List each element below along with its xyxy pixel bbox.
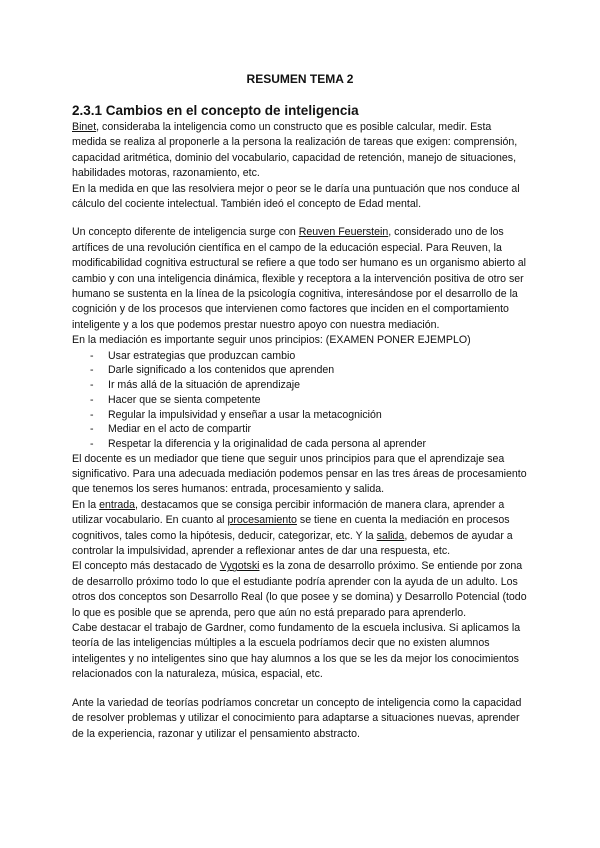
text-run: , debemos de ayudar a controlar la impulsividad, aprender a reflexionar antes de dar una respuesta, etc. xyxy=(72,529,513,558)
paragraph-gardner: Cabe destacar el trabajo de Gardner, como fundamento de la escuela inclusiva. Si aplicamos la teoría de las inteligencias múltiples a la escuela podríamos decir que no existen alumnos inteligentes y no inteligentes sino que hay alumnos a los que se les da mejor los conocimientos relacionados con la naturaleza, música, espacial, etc. xyxy=(72,622,521,681)
paragraph-binet xyxy=(72,120,528,182)
spacer xyxy=(72,683,528,696)
paragraph-feuerstein xyxy=(72,225,528,333)
link-procesamiento[interactable]: procesamiento xyxy=(227,514,297,527)
text-run: El concepto más destacado de xyxy=(72,560,220,573)
list-item: - Usar estrategias que produzcan cambio xyxy=(90,349,528,364)
list-item: - Darle significado a los contenidos que aprenden xyxy=(90,363,528,378)
link-vygotski[interactable]: Vygotski xyxy=(219,560,260,573)
text-run: es la zona de desarrollo próximo. Se entiende por zona de desarrollo próximo todo lo que el estudiante podría aprender con la ayuda de un adulto. Los otros dos conceptos son Desarrollo Real (lo que posee y se domina) y Desarrollo Potencial (todo lo que es posible que se aprenda, pero que aún no está preparado para aprenderlo. xyxy=(72,560,527,619)
principles-list xyxy=(72,349,528,452)
list-item: - Mediar en el acto de compartir xyxy=(90,422,528,437)
text-run: En la xyxy=(72,498,100,511)
paragraph-vygotski xyxy=(72,559,528,621)
list-item: - Regular la impulsividad y enseñar a usar la metacognición xyxy=(90,408,528,423)
link-binet[interactable]: Binet xyxy=(72,121,97,133)
paragraph-cociente: En la medida en que las resolviera mejor o peor se le daría una puntuación que nos conduce al cálculo del cociente intelectual. También ideó el concepto de Edad mental. xyxy=(72,182,520,211)
paragraph-feuerstein-before: Un concepto diferente de inteligencia surge con xyxy=(72,226,299,239)
paragraph-entrada xyxy=(72,498,528,560)
paragraph-feuerstein-after: , considerado uno de los artífices de una revolución científica en el campo de la educación especial. Para Reuven, la modificabilidad cognitiva estructural se refiere a que todo ser humano es un organismo abierto al cambio y con una inteligencia dinámica, flexible y receptora a la intervención positiva de otro ser humano se sustenta en la línea de la psicología cognitiva, interesándose por el desarrollo de la cognición y de los procesos que intervienen como factores que inciden en el comportamiento inteligente y a los que podemos prestar nuestro apoyo con nuestra mediación. xyxy=(72,226,527,331)
section-heading: 2.3.1 Cambios en el concepto de inteligencia xyxy=(72,103,359,118)
document-title: RESUMEN TEMA 2 xyxy=(246,72,354,86)
list-item: - Hacer que se sienta competente xyxy=(90,393,528,408)
paragraph-conclusion: Ante la variedad de teorías podríamos concretar un concepto de inteligencia como la capacidad de resolver problemas y utilizar el conocimiento para adaptarse a situaciones nuevas, aprender de la experiencia, razonar y utilizar el pensamiento abstracto. xyxy=(72,696,522,740)
paragraph-docente: El docente es un mediador que tiene que seguir unos principios para que el aprendizaje sea significativo. Para una adecuada mediación podemos pensar en las tres áreas de procesamiento que tenemos los seres humanos: entrada, procesamiento y salida. xyxy=(72,452,527,496)
paragraph-principios: En la mediación es importante seguir unos principios: (EXAMEN PONER EJEMPLO) xyxy=(72,334,471,347)
text-run: se tiene en cuenta la mediación en procesos cognitivos, tales como la hipótesis, deducir, categorizar, etc. Y la xyxy=(72,514,510,542)
link-entrada[interactable]: entrada xyxy=(99,498,136,511)
text-run: , destacamos que se consiga percibir información de manera clara, aprender a utilizar vocabulario. En cuanto al xyxy=(72,498,505,527)
link-salida[interactable]: salida xyxy=(376,529,405,542)
spacer xyxy=(72,212,528,225)
list-item: - Ir más allá de la situación de aprendizaje xyxy=(90,378,528,393)
list-item: - Respetar la diferencia y la originalidad de cada persona al aprender xyxy=(90,437,528,452)
link-feuerstein[interactable]: Reuven Feuerstein xyxy=(298,226,389,239)
paragraph-binet-text: , consideraba la inteligencia como un constructo que es posible calcular, medir. Esta medida se realiza al proponerle a la persona la realización de tareas que exigen: comprensión, capacidad aritmética, dominio del vocabulario, capacidad de retención, manejo de situaciones, habilidades motoras, razonamiento, etc. xyxy=(72,121,518,180)
